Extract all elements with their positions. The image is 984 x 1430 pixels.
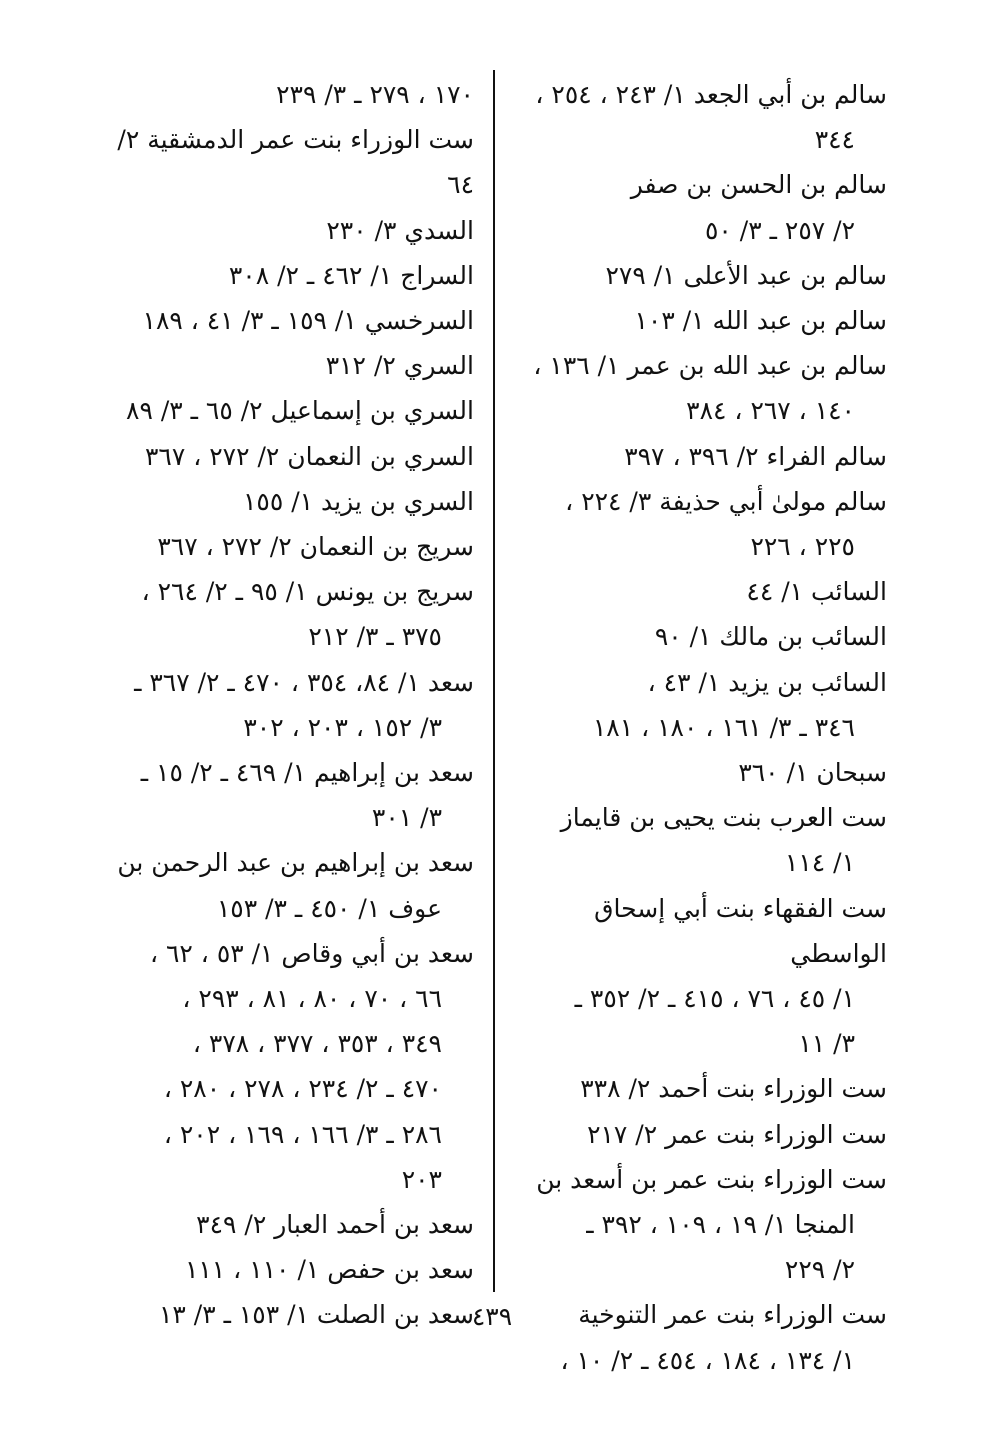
index-entry-heading: السري بن النعمان ٢/ ٢٧٢ ، ٣٦٧ (144, 441, 474, 471)
index-entry-heading: سعد بن الصلت ١/ ١٥٣ ـ ٣/ ١٣ (158, 1300, 474, 1330)
index-entry (98, 72, 474, 117)
index-entry-heading: السائب ١/ ٤٤ (746, 577, 887, 607)
index-entry-continuation: ٢/ ٢٥٧ ـ ٣/ ٥٠ (705, 215, 855, 245)
index-entry (515, 1112, 887, 1157)
index-entry-heading: سعد بن حفص ١/ ١١٠ ، ١١١ (184, 1255, 474, 1285)
index-entry (515, 614, 887, 659)
index-entry (98, 479, 474, 524)
index-entry (98, 117, 474, 207)
index-entry-continuation: المنجا ١/ ١٩ ، ١٠٩ ، ٣٩٢ ـ (586, 1210, 855, 1240)
index-entry (515, 253, 887, 298)
index-entry-continuation: ٣/ ٣٠١ (371, 803, 442, 833)
index-entry (98, 253, 474, 298)
index-entry (98, 208, 474, 253)
index-entry (98, 660, 474, 750)
index-entry-heading: السائب بن مالك ١/ ٩٠ (654, 622, 887, 652)
index-entry (515, 72, 887, 162)
index-entry-continuation: ١/ ٤٥ ، ٧٦ ، ٤١٥ ـ ٢/ ٣٥٢ ـ (574, 984, 855, 1014)
index-entry (515, 298, 887, 343)
index-entry (515, 886, 887, 1067)
index-entry (98, 388, 474, 433)
index-entry-heading: السدي ٣/ ٢٣٠ (326, 215, 474, 245)
index-entry-heading: سالم بن عبد الله بن عمر ١/ ١٣٦ ، (533, 351, 887, 381)
index-entry (515, 479, 887, 569)
index-entry-heading: السري بن إسماعيل ٢/ ٦٥ ـ ٣/ ٨٩ (126, 396, 474, 426)
index-entry (98, 750, 474, 840)
index-entry-heading: سعد بن أبي وقاص ١/ ٥٣ ، ٦٢ ، (149, 938, 474, 968)
index-column-left (98, 72, 474, 1338)
index-entry-continuation: ٣/ ١٥٢ ، ٢٠٣ ، ٣٠٢ (243, 712, 442, 742)
index-entry-heading: ست الوزراء بنت أحمد ٢/ ٣٣٨ (580, 1074, 887, 1104)
index-entry-continuation: ٤٧٠ ـ ٢/ ٢٣٤ ، ٢٧٨ ، ٢٨٠ ، (163, 1074, 442, 1104)
index-entry (98, 569, 474, 659)
index-entry (98, 434, 474, 479)
index-entry-heading: سعد بن إبراهيم بن عبد الرحمن بن (117, 848, 474, 878)
index-entry-continuation: ٢٨٦ ـ ٣/ ١٦٦ ، ١٦٩ ، ٢٠٢ ، (163, 1119, 442, 1149)
index-entry-heading: ١٧٠ ، ٢٧٩ ـ ٣/ ٢٣٩ (276, 80, 474, 109)
index-entry-continuation: ٣٤٤ (814, 125, 855, 155)
index-entry-heading: ست الوزراء بنت عمر الدمشقية ٢/ ٦٤ (117, 125, 474, 200)
index-entry (515, 1066, 887, 1111)
index-entry-heading: السري ٢/ ٣١٢ (325, 351, 474, 381)
index-entry-heading: سالم بن عبد الأعلى ١/ ٢٧٩ (605, 260, 887, 290)
index-entry-heading: السرخسي ١/ ١٥٩ ـ ٣/ ٤١ ، ١٨٩ (142, 306, 474, 336)
index-entry (515, 1157, 887, 1293)
index-entry-heading: سعد بن إبراهيم ١/ ٤٦٩ ـ ٢/ ١٥ ـ (140, 758, 474, 788)
index-entry (98, 1202, 474, 1247)
index-entry-heading: السائب بن يزيد ١/ ٤٣ ، (647, 667, 887, 697)
index-entry (515, 343, 887, 433)
index-entry-continuation: ١/ ١١٤ (784, 848, 855, 878)
index-entry-heading: ست الوزراء بنت عمر بن أسعد بن (536, 1164, 887, 1194)
index-entry-heading: السري بن يزيد ١/ ١٥٥ (243, 486, 474, 516)
index-entry-continuation: ٦٦ ، ٧٠ ، ٨٠ ، ٨١ ، ٢٩٣ ، (182, 984, 442, 1014)
index-entry (515, 569, 887, 614)
index-entry-continuation: عوف ١/ ٤٥٠ ـ ٣/ ١٥٣ (216, 893, 442, 923)
index-entry (98, 840, 474, 930)
index-entry-heading: سالم بن أبي الجعد ١/ ٢٤٣ ، ٢٥٤ ، (535, 80, 887, 109)
column-divider (493, 70, 495, 1292)
index-entry (515, 750, 887, 795)
index-entry (98, 524, 474, 569)
index-entry-continuation: ٢/ ٢٢٩ (784, 1255, 855, 1285)
index-column-right (515, 72, 887, 1383)
index-entry-heading: السراج ١/ ٤٦٢ ـ ٢/ ٣٠٨ (228, 260, 474, 290)
index-entry (98, 298, 474, 343)
index-entry (515, 434, 887, 479)
index-entry-heading: سالم بن عبد الله ١/ ١٠٣ (634, 306, 887, 336)
index-entry-heading: ست الوزراء بنت عمر ٢/ ٢١٧ (587, 1119, 887, 1149)
index-entry (98, 931, 474, 1202)
index-entry (98, 1247, 474, 1292)
index-entry-heading: ست العرب بنت يحيى بن قايماز (560, 803, 887, 833)
page-number: ٤٣٩ (471, 1302, 513, 1331)
index-entry (515, 795, 887, 885)
index-entry-heading: سبحان ١/ ٣٦٠ (738, 758, 887, 788)
index-entry (98, 343, 474, 388)
index-entry-heading: سعد ١/ ٨٤، ٣٥٤ ، ٤٧٠ ـ ٢/ ٣٦٧ ـ (134, 667, 474, 697)
index-entry-continuation: ٢٢٥ ، ٢٢٦ (750, 532, 855, 562)
index-entry (515, 162, 887, 252)
index-entry-continuation: ٣٤٦ ـ ٣/ ١٦١ ، ١٨٠ ، ١٨١ (592, 712, 855, 742)
index-entry-continuation: ٣/ ١١ (798, 1029, 855, 1059)
index-entry-heading: ست الوزراء بنت عمر التنوخية (578, 1300, 887, 1330)
index-entry-heading: سالم بن الحسن بن صفر (630, 170, 887, 200)
index-entry-continuation: ٣٤٩ ، ٣٥٣ ، ٣٧٧ ، ٣٧٨ ، (192, 1029, 442, 1059)
index-entry-heading: سريج بن النعمان ٢/ ٢٧٢ ، ٣٦٧ (157, 532, 474, 562)
index-entry-continuation: ٣٧٥ ـ ٣/ ٢١٢ (308, 622, 442, 652)
index-entry-heading: سالم مولىٰ أبي حذيفة ٣/ ٢٢٤ ، (565, 486, 887, 516)
index-entry-continuation: ١٤٠ ، ٢٦٧ ، ٣٨٤ (686, 396, 855, 426)
index-entry-heading: سريج بن يونس ١/ ٩٥ ـ ٢/ ٢٦٤ ، (141, 577, 474, 607)
index-entry-continuation: ٢٠٣ (401, 1164, 442, 1194)
index-entry-heading: سعد بن أحمد العبار ٢/ ٣٤٩ (196, 1210, 474, 1240)
index-entry (515, 660, 887, 750)
index-entry-heading: ست الفقهاء بنت أبي إسحاق الواسطي (594, 893, 887, 968)
index-entry-continuation: ١/ ١٣٤ ، ١٨٤ ، ٤٥٤ ـ ٢/ ١٠ ، (560, 1345, 855, 1375)
index-entry-heading: سالم الفراء ٢/ ٣٩٦ ، ٣٩٧ (624, 441, 887, 471)
